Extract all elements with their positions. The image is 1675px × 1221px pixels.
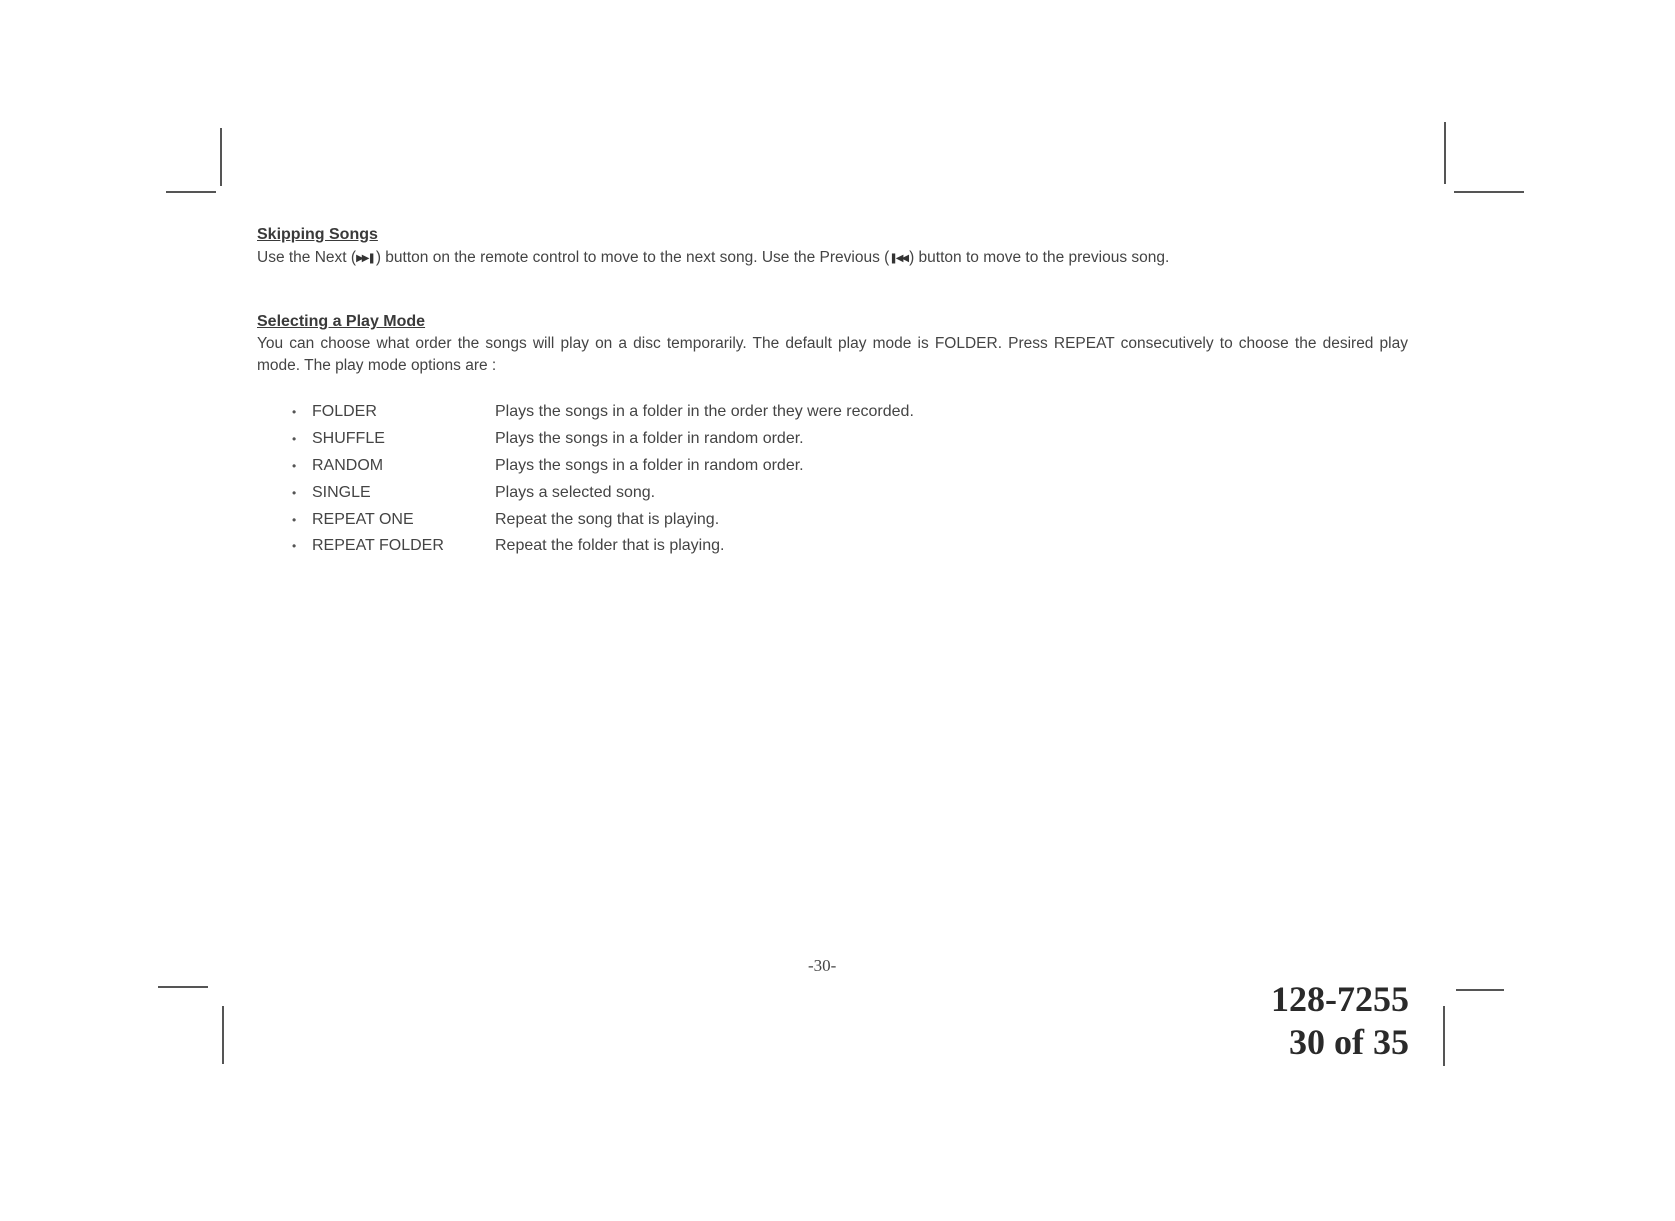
page-number: -30-	[808, 956, 837, 975]
list-item	[292, 399, 914, 426]
list-item	[292, 479, 914, 506]
play-mode-heading: Selecting a Play Mode	[257, 313, 426, 330]
next-track-icon: ▶▶❚	[356, 253, 374, 264]
skipping-songs-heading: Skipping Songs	[257, 226, 378, 243]
skipping-text-part: ) button on the remote control to move to the next song. Use the Previous (	[375, 249, 890, 266]
document-number: 128-7255	[1271, 979, 1409, 1019]
bullet: •	[292, 485, 297, 500]
crop-mark	[1443, 1006, 1445, 1066]
list-item	[292, 426, 914, 453]
list-item	[292, 533, 914, 560]
mode-description: Plays the songs in a folder in random order.	[495, 430, 804, 448]
mode-description: Plays a selected song.	[495, 483, 656, 501]
crop-mark	[1444, 122, 1446, 184]
bullet: •	[292, 432, 297, 447]
crop-mark	[158, 986, 208, 988]
previous-track-icon: ❚◀◀	[889, 253, 908, 264]
list-item	[292, 453, 914, 480]
page-count: 30 of 35	[1289, 1022, 1409, 1062]
mode-name: REPEAT FOLDER	[312, 537, 444, 555]
mode-name: REPEAT ONE	[312, 510, 414, 528]
mode-name: SHUFFLE	[312, 430, 385, 448]
crop-mark	[222, 1006, 224, 1064]
mode-name: FOLDER	[312, 403, 377, 421]
crop-mark	[166, 191, 216, 193]
mode-description: Repeat the song that is playing.	[495, 510, 720, 528]
mode-description: Plays the songs in a folder in the order they were recorded.	[495, 403, 914, 421]
skipping-text-part: Use the Next (	[257, 249, 357, 266]
skipping-songs-text	[257, 247, 1408, 270]
bullet: •	[292, 512, 297, 527]
crop-mark	[1456, 989, 1504, 991]
list-item	[292, 506, 914, 533]
bullet: •	[292, 539, 297, 554]
bullet: •	[292, 405, 297, 420]
play-mode-description: You can choose what order the songs will play on a disc temporarily. The default play mode is FOLDER. Press REPEAT consecutively to choose the desired play mode. The play mode options are :	[257, 335, 1408, 374]
mode-name: SINGLE	[312, 483, 371, 501]
crop-mark	[220, 128, 222, 186]
play-mode-options-list	[292, 399, 914, 560]
mode-description: Plays the songs in a folder in random order.	[495, 456, 804, 474]
skipping-text-part: ) button to move to the previous song.	[909, 249, 1170, 266]
crop-mark	[1454, 191, 1524, 193]
mode-description: Repeat the folder that is playing.	[495, 537, 725, 555]
bullet: •	[292, 458, 297, 473]
document-id-block	[1271, 978, 1409, 1064]
mode-name: RANDOM	[312, 456, 384, 474]
